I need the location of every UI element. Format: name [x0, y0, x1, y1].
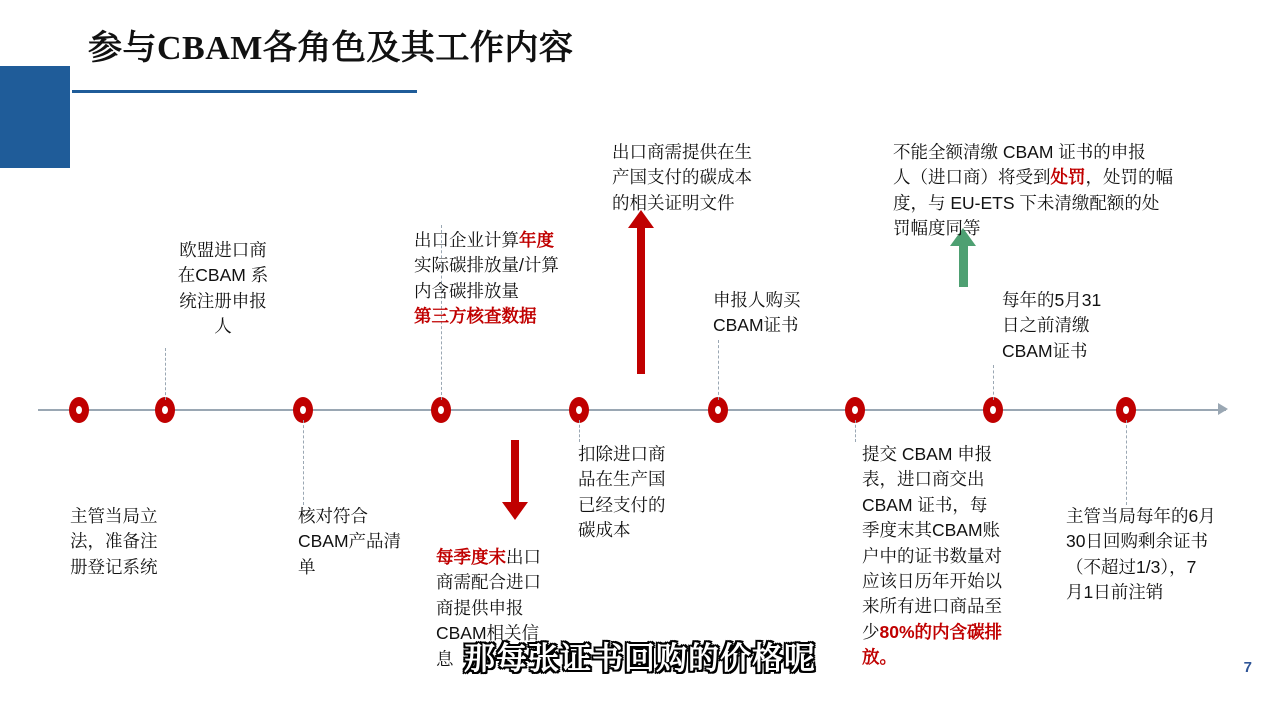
text-line: 应该日历年开始以: [862, 570, 1002, 591]
text-line: 产国支付的碳成本: [612, 167, 752, 188]
timeline-node-8[interactable]: [983, 397, 1003, 423]
text-line: 日之前清缴: [1002, 315, 1090, 336]
text-line: 主管当局每年的6月: [1066, 506, 1216, 526]
text-line: CBAM相关信: [436, 623, 540, 644]
quarterly-report-arrow-icon: [511, 440, 519, 502]
text-segment-highlight: 年度: [519, 230, 554, 250]
penalty-note-text: [893, 140, 1253, 242]
text-line: 每年的5月31: [1002, 290, 1102, 310]
text-line: CBAM产品清: [298, 531, 402, 552]
text-line: 品在生产国: [578, 469, 666, 490]
timeline-node-1[interactable]: [69, 397, 89, 423]
text-line: 户中的证书数量对: [862, 545, 1002, 566]
text-line: 息: [436, 648, 454, 669]
connector-node-6: [718, 340, 719, 400]
page-number: 7: [1243, 659, 1252, 676]
timeline-node-2[interactable]: [155, 397, 175, 423]
text-line: 月1日前注销: [1066, 582, 1164, 603]
text-line: 内含碳排放量: [414, 280, 519, 301]
text-line: 提交 CBAM 申报: [862, 444, 993, 464]
text-line: [436, 545, 596, 570]
text-line: 核对符合: [298, 506, 368, 526]
text-line: 申报人购买: [713, 290, 801, 310]
text-line: 在CBAM 系: [177, 265, 269, 286]
annual-may31-surrender-text: [1002, 288, 1162, 364]
text-segment-highlight: 80%的内含碳排: [879, 621, 1003, 642]
text-line: CBAM 证书，每: [862, 494, 988, 515]
text-line: 法，准备注: [70, 531, 158, 552]
carbon-cost-proof-text: [612, 140, 802, 216]
text-segment-highlight: 处罚: [1050, 167, 1086, 188]
text-line: 统注册申报: [179, 290, 267, 311]
text-line: 欧盟进口商: [179, 240, 267, 260]
text-line: 出口商需提供在生: [612, 142, 752, 162]
text-line: 碳成本: [578, 520, 631, 541]
verify-product-list-text: [298, 504, 448, 580]
text-line: [414, 228, 604, 253]
text-line: （不超过1/3），7: [1066, 556, 1197, 577]
text-segment-highlight: 每季度末: [436, 547, 506, 567]
connector-node-9: [1126, 420, 1127, 505]
timeline-node-4[interactable]: [431, 397, 451, 423]
text-line: 表，进口商交出: [862, 469, 985, 490]
eu-importer-registration-text: [158, 238, 288, 340]
title-underline: [72, 90, 417, 93]
text-line: [893, 165, 1253, 190]
text-line-highlight: 第三方核查数据: [414, 306, 537, 327]
text-line: 来所有进口商品至: [862, 596, 1002, 617]
connector-node-5: [579, 420, 580, 442]
connector-node-2: [165, 348, 166, 400]
decorative-blue-block: [0, 66, 70, 168]
authority-legislation-text: [70, 504, 220, 580]
export-enterprise-calculation-text: [414, 228, 604, 330]
text-line: 商需配合进口: [436, 572, 541, 593]
text-line: 的相关证明文件: [612, 192, 735, 213]
text-line: 30日回购剩余证书: [1066, 531, 1208, 552]
timeline-axis: [38, 409, 1226, 411]
text-line: 罚幅度同等: [893, 218, 981, 239]
carbon-cost-proof-arrow-icon: [637, 226, 645, 374]
text-line-highlight: 放。: [862, 647, 897, 667]
text-line: 单: [298, 556, 316, 577]
timeline-axis-arrow-icon: [1218, 403, 1228, 415]
text-line: 商提供申报: [436, 597, 524, 618]
connector-node-7: [855, 420, 856, 442]
text-line: 度，与 EU-ETS 下未清缴配额的处: [893, 192, 1160, 213]
text-segment: ，处罚的幅: [1085, 167, 1173, 188]
text-line: 已经支付的: [578, 494, 666, 515]
text-segment: 出口企业计算: [414, 230, 519, 250]
deduct-paid-carbon-cost-text: [578, 442, 718, 544]
text-line: 季度末其CBAM账: [862, 520, 1001, 541]
authority-repurchase-text: [1066, 504, 1256, 606]
text-segment: 少: [862, 621, 880, 642]
text-segment: 出口: [506, 547, 541, 567]
subtitle-caption: 那每张证书回购的价格呢: [464, 641, 816, 676]
text-segment: 人（进口商）将受到: [893, 167, 1051, 188]
text-line: 主管当局立: [70, 506, 158, 526]
page-title: 参与CBAM各角色及其工作内容: [88, 30, 574, 67]
declarant-purchase-certificates-text: [713, 288, 873, 339]
penalty-link-arrow-icon: [959, 245, 968, 287]
text-line: 扣除进口商: [578, 444, 666, 464]
text-line: CBAM证书: [1002, 340, 1088, 361]
text-line: CBAM证书: [713, 315, 799, 336]
timeline-node-6[interactable]: [708, 397, 728, 423]
text-line: 实际碳排放量/计算: [414, 255, 559, 276]
connector-node-8: [993, 365, 994, 400]
text-line: 不能全额清缴 CBAM 证书的申报: [893, 142, 1146, 162]
text-line: 册登记系统: [70, 556, 158, 577]
text-line: 人: [214, 316, 232, 337]
connector-node-3: [303, 420, 304, 505]
